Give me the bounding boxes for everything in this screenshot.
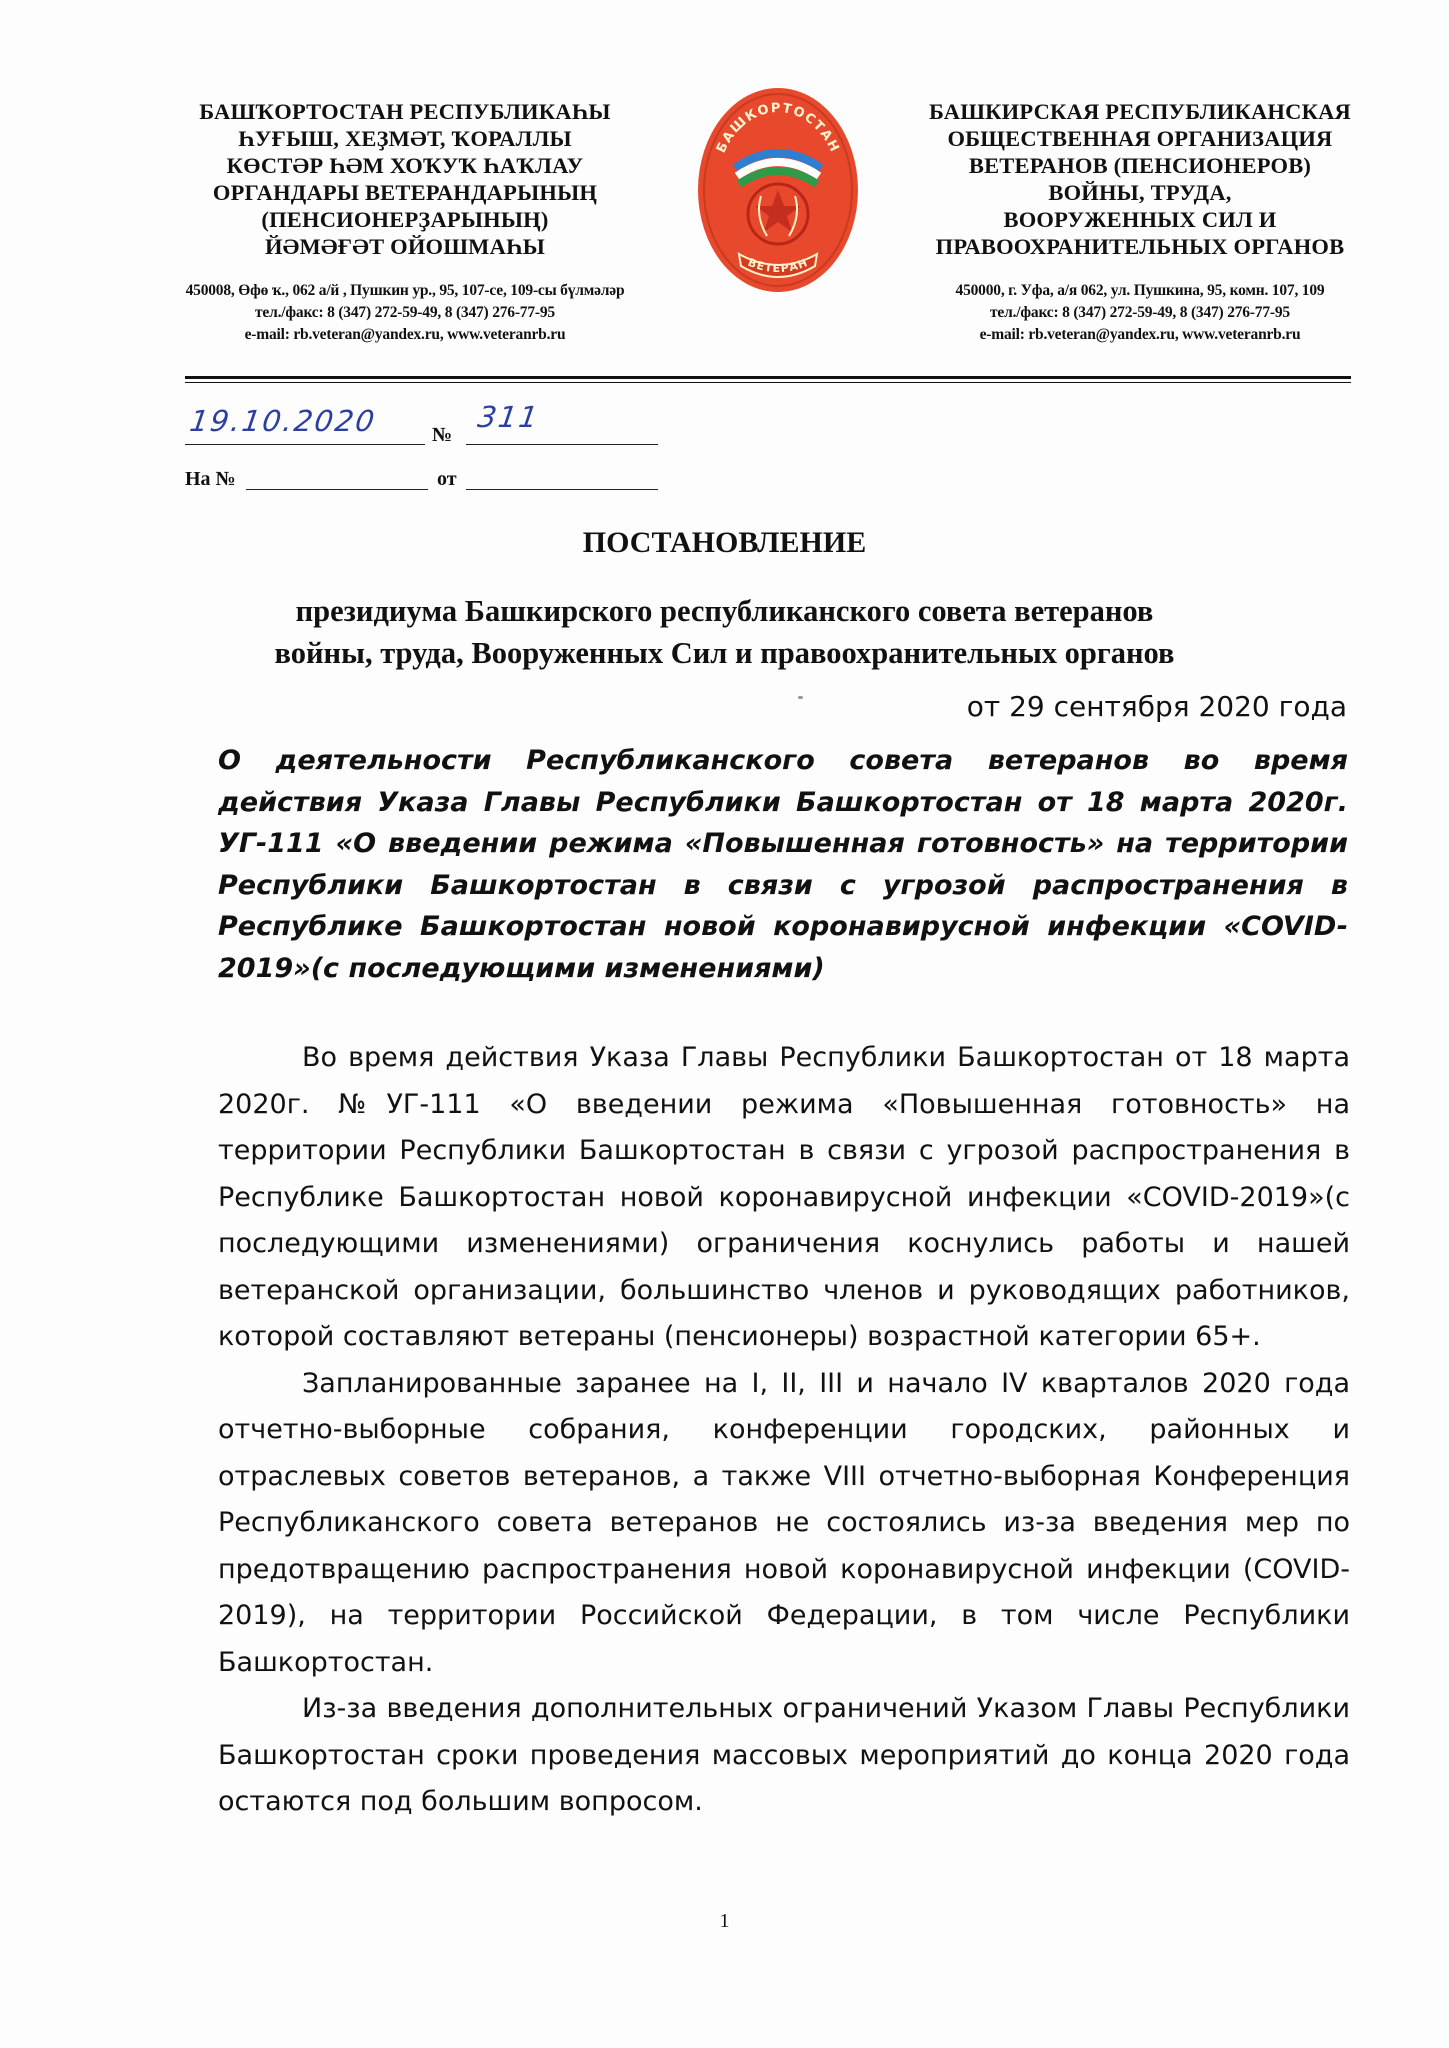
number-label: № — [432, 424, 453, 446]
letterhead-left-line: (ПЕНСИОНЕРҘАРЫНЫҢ) — [261, 207, 549, 232]
scan-speck — [798, 696, 803, 699]
phone-line: тел./факс: 8 (347) 272-59-49, 8 (347) 276-77-95 — [990, 304, 1290, 321]
document-title: ПОСТАНОВЛЕНИЕ — [582, 526, 867, 559]
page-number: 1 — [719, 1910, 730, 1932]
document-body — [218, 1035, 1350, 1826]
handwritten-number: 311 — [475, 400, 542, 434]
reference-number-line — [246, 489, 428, 490]
subtitle-line: войны, труда, Вооруженных Сил и правоохранительных органов — [274, 636, 1175, 670]
letterhead-right-address — [910, 280, 1370, 346]
letterhead-left-line: ЙӘМӘҒӘТ ОЙОШМАҺЫ — [264, 234, 546, 259]
letterhead-left-line: БАШҠОРТОСТАН РЕСПУБЛИКАҺЫ — [199, 99, 611, 124]
letterhead-right — [910, 98, 1370, 346]
document-subtitle — [0, 590, 1449, 674]
letterhead-left — [140, 98, 670, 346]
letterhead-right-line: ВЕТЕРАНОВ (ПЕНСИОНЕРОВ) — [968, 153, 1312, 178]
phone-line: тел./факс: 8 (347) 272-59-49, 8 (347) 276-77-95 — [255, 304, 555, 321]
document-heading: О деятельности Республиканского совета ветеранов во время действия Указа Главы Республики Башкортостан от 18 марта 2020г. УГ-111 «О введении режима «Повышенная готовность» на территории Республики Башкортостан в связи с угрозой распространения в Республике Башкортостан новой коронавирусной инфекции «COVID-2019»(с последующими изменениями) — [218, 745, 1348, 984]
letterhead-left-line: КӨСТӘР ҺӘМ ХОҠУҠ ҺАҠЛАУ — [226, 153, 584, 178]
number-field-line — [466, 444, 658, 445]
document-date: от 29 сентября 2020 года — [966, 690, 1347, 723]
emblem-bottom-text: ВЕТЕРАН — [746, 255, 810, 276]
emblem-top-text: БАШКОРТОСТАН — [713, 100, 843, 156]
reference-date-line — [466, 489, 658, 490]
address-line: 450008, Өфө ҡ., 062 а/й , Пушкин ур., 95, 107-се, 109-сы бүлмәләр — [185, 282, 625, 299]
paragraph: Из-за введения дополнительных ограничений Указом Главы Республики Башкортостан сроки проведения массовых мероприятий до конца 2020 года остаются под большим вопросом. — [218, 1693, 1350, 1817]
header-divider-thick — [185, 376, 1351, 379]
letterhead-left-line: ҺУҒЫШ, ХЕҘМӘТ, ҠОРАЛЛЫ — [238, 126, 572, 151]
subtitle-line: президиума Башкирского республиканского совета ветеранов — [295, 594, 1154, 628]
paragraph: Запланированные заранее на I, II, III и начало IV кварталов 2020 года отчетно-выборные собрания, конференции городских, районных и отраслевых советов ветеранов, а также VIII отчетно-выборная Конференция Республиканского совета ветеранов не состоялись из-за введения мер по предотвращению распространения новой коронавирусной инфекции (COVID-2019), на территории Российской Федерации, в том числе Республики Башкортостан. — [218, 1367, 1350, 1678]
letterhead-right-line: ПРАВООХРАНИТЕЛЬНЫХ ОРГАНОВ — [935, 234, 1345, 259]
address-line: 450000, г. Уфа, а/я 062, ул. Пушкина, 95, комн. 107, 109 — [955, 282, 1325, 299]
header-divider-thin — [185, 382, 1351, 383]
veteran-emblem-logo — [695, 86, 861, 294]
letterhead-right-line: БАШКИРСКАЯ РЕСПУБЛИКАНСКАЯ — [929, 99, 1351, 124]
letterhead-right-line: ВООРУЖЕННЫХ СИЛ И — [1003, 207, 1277, 232]
paragraph: Во время действия Указа Главы Республики Башкортостан от 18 марта 2020г. №УГ-111 «О введении режима «Повышенная готовность» на территории Республики Башкортостан в связи с угрозой распространения в Республике Башкортостан новой коронавирусной инфекции «COVID-2019»(с последующими изменениями) ограничения коснулись работы и нашей ветеранской организации, большинство членов и руководящих работников, которой составляют ветераны (пенсионеры) возрастной категории 65+. — [218, 1042, 1350, 1352]
reference-number-label: На № — [185, 468, 236, 490]
handwritten-date: 19.10.2020 — [187, 404, 379, 438]
email-line: e-mail: rb.veteran@yandex.ru, www.veteranrb.ru — [244, 326, 566, 343]
date-field-line — [185, 444, 425, 445]
letterhead-right-line: ВОЙНЫ, ТРУДА, — [1048, 180, 1232, 205]
letterhead-right-line: ОБЩЕСТВЕННАЯ ОРГАНИЗАЦИЯ — [947, 126, 1333, 151]
email-line: e-mail: rb.veteran@yandex.ru, www.veteranrb.ru — [979, 326, 1301, 343]
reference-date-label: от — [437, 468, 457, 490]
letterhead-left-line: ОРГАНДАРЫ ВЕТЕРАНДАРЫНЫҢ — [212, 180, 598, 205]
letterhead-left-address — [140, 280, 670, 346]
